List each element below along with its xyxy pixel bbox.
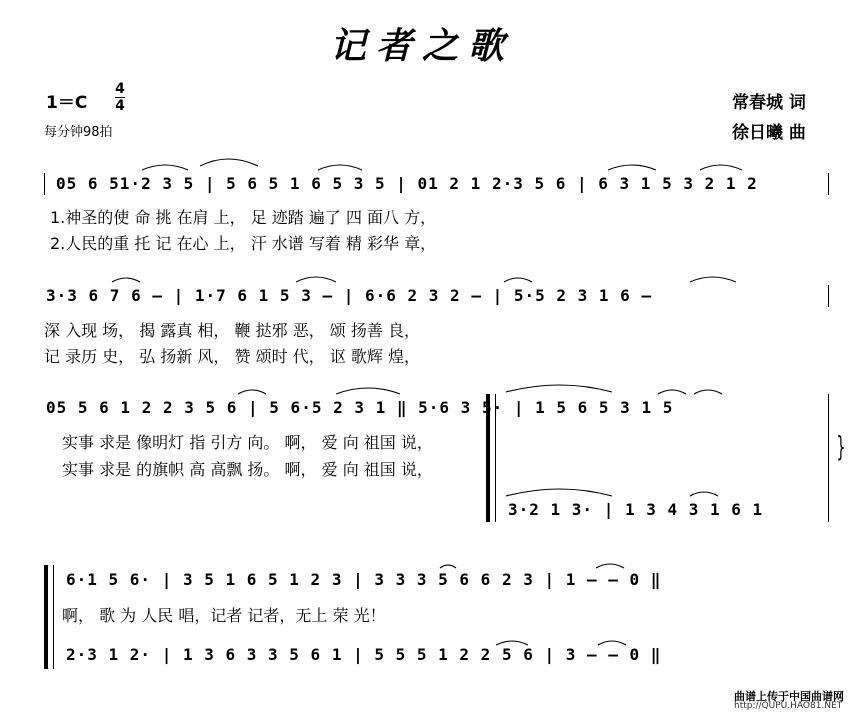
notes-row-1: 05 6 51·2 3 5 | 5 6 5 1 6 5 3 5 | 01 2 1 2·3 5 6 | 6 3 1 5 3 2 1 2 <box>56 174 758 193</box>
lyrics-row-4: 啊， 歌 为 人民 唱，记者 记者，无上 荣 光！ <box>62 606 386 625</box>
lyrics-row-3-verse-1: 实事 求是 像明灯 指 引方 向。 啊， 爱 向 祖国 说， <box>62 433 433 452</box>
song-title: 记者之歌 <box>330 25 515 67</box>
lyrics-row-3-verse-2: 实事 求是 的旗帜 高 高飘 扬。 啊， 爱 向 祖国 说， <box>62 460 433 479</box>
tempo-marking: 每分钟98拍 <box>44 125 113 140</box>
time-sig-top: 4 <box>115 81 125 97</box>
notes-row-4: 6·1 5 6· | 3 5 1 6 5 1 2 3 | 3 3 3 5 6 6 2 3 | 1 — — 0 ‖ <box>66 570 662 589</box>
notes-row-3: 05 5 6 1 2 2 3 5 6 | 5 6·5 2 3 1 ‖ 5·6 3 5· | 1 5 6 5 3 1 5 <box>46 398 674 417</box>
lyrics-row-1-verse-2: 2.人民的重 托 记 在心 上， 汗 水谱 写着 精 彩华 章， <box>50 234 437 253</box>
time-sig-bottom: 4 <box>115 98 125 114</box>
lyricist-credit: 常春城 词 <box>732 93 806 113</box>
composer-credit: 徐日曦 曲 <box>732 123 806 143</box>
lyrics-row-2-verse-2: 记 录历 史， 弘 扬新 风， 赞 颂时 代， 讴 歌辉 煌， <box>44 347 420 366</box>
verse-brace: } <box>836 430 846 463</box>
notes-row-2: 3·3 6 7 6 — | 1·7 6 1 5 3 — | 6·6 2 3 2 — | 5·5 2 3 1 6 — <box>46 286 653 305</box>
lyrics-row-2-verse-1: 深 入现 场， 揭 露真 相， 鞭 挞邪 恶， 颂 扬善 良， <box>44 321 420 340</box>
lower-notes-row-3: 3·2 1 3· | 1 3 4 3 1 6 1 <box>508 500 764 519</box>
lower-notes-row-4: 2·3 1 2· | 1 3 6 3 3 5 6 1 | 5 5 5 1 2 2 5 6 | 3 — — 0 ‖ <box>66 645 662 664</box>
key-signature: 1＝C <box>46 93 88 113</box>
footer-site-name: 曲谱上传于中国曲谱网 <box>734 690 844 703</box>
lyrics-row-1-verse-1: 1.神圣的使 命 挑 在肩 上， 足 迹踏 遍了 四 面八 方， <box>50 208 437 227</box>
footer-url[interactable]: http://QUPU.HAO81.NET <box>734 701 843 711</box>
